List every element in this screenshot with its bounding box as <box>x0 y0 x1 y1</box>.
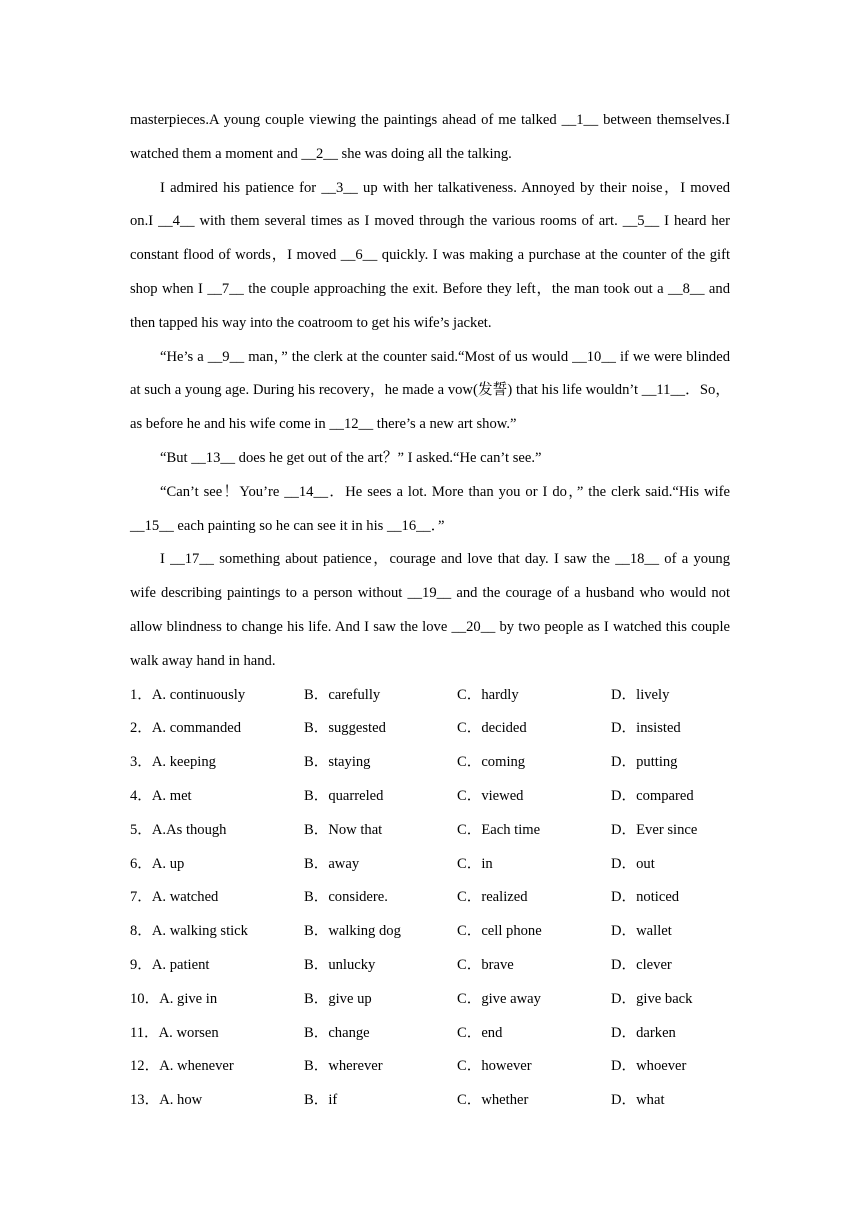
question-row <box>130 949 730 983</box>
answer-options <box>130 679 730 1118</box>
option-c: C．whether <box>457 1092 529 1109</box>
passage-paragraph: “But __13__ does he get out of the art？” I asked.“He can’t see.” <box>160 449 542 466</box>
question-row <box>130 1017 730 1051</box>
option-d: D．lively <box>611 686 670 703</box>
option-d: D．whoever <box>611 1058 687 1075</box>
option-d: D．give back <box>611 990 693 1007</box>
option-c: C．coming <box>457 754 526 771</box>
option-b: B．wherever <box>304 1058 383 1075</box>
option-a: 3．A. keeping <box>130 754 216 771</box>
option-d: D．compared <box>611 787 694 804</box>
option-a: 5．A.As though <box>130 821 227 838</box>
question-row <box>130 746 730 780</box>
option-c: C．viewed <box>457 787 524 804</box>
passage-paragraph: I __17__ something about patience，courage and love that day. I saw the __18__ of a young wife describing paintings to a person without __19__ and the courage of a husband who would not allow blindness to change his life. And I saw the love __20__ by two people as I watched this couple walk away hand in hand. <box>130 551 730 669</box>
option-a: 12．A. whenever <box>130 1058 234 1075</box>
option-a: 7．A. watched <box>130 889 219 906</box>
option-a: 8．A. walking stick <box>130 923 248 940</box>
question-row <box>130 1050 730 1084</box>
question-row <box>130 1084 730 1118</box>
option-b: B．considere. <box>304 889 388 906</box>
option-c: C．end <box>457 1024 503 1041</box>
option-b: B．carefully <box>304 686 381 703</box>
passage-paragraph: masterpieces.A young couple viewing the paintings ahead of me talked __1__ between themselves.I watched them a moment and __2__ she was doing all the talking. <box>130 112 730 162</box>
option-b: B．if <box>304 1092 338 1109</box>
question-row <box>130 983 730 1017</box>
passage-paragraph: “Can’t see！You’re __14__．He sees a lot. More than you or I do，” the clerk said.“His wife __15__ each painting so he can see it in his __16__．” <box>130 483 730 534</box>
option-d: D．putting <box>611 754 678 771</box>
option-c: C．however <box>457 1058 532 1075</box>
option-d: D．clever <box>611 956 672 973</box>
option-c: C．brave <box>457 956 514 973</box>
option-b: B．Now that <box>304 821 383 838</box>
document-page <box>130 104 730 1118</box>
option-a: 11．A. worsen <box>130 1024 219 1041</box>
question-row <box>130 814 730 848</box>
option-a: 13．A. how <box>130 1092 203 1109</box>
option-a: 6．A. up <box>130 855 185 872</box>
question-row <box>130 848 730 882</box>
option-b: B．unlucky <box>304 956 376 973</box>
passage-paragraph: “He’s a __9__ man，” the clerk at the counter said.“Most of us would __10__ if we were blinded at such a young age. During his recovery，he made a vow(发誓) that his life wouldn’t __11__．So，as before he and his wife come in __12__ there’s a new art show.” <box>130 348 730 433</box>
option-a: 1．A. continuously <box>130 686 246 703</box>
question-row <box>130 712 730 746</box>
option-c: C．Each time <box>457 821 541 838</box>
option-b: B．change <box>304 1024 370 1041</box>
option-a: 10．A. give in <box>130 990 218 1007</box>
option-b: B．staying <box>304 754 371 771</box>
option-a: 9．A. patient <box>130 956 210 973</box>
option-c: C．in <box>457 855 493 872</box>
option-c: C．hardly <box>457 686 519 703</box>
option-b: B．give up <box>304 990 372 1007</box>
option-b: B．walking dog <box>304 923 401 940</box>
option-d: D．wallet <box>611 923 672 940</box>
question-row <box>130 780 730 814</box>
option-d: D．darken <box>611 1024 676 1041</box>
option-b: B．quarreled <box>304 787 384 804</box>
option-a: 4．A. met <box>130 787 192 804</box>
option-c: C．decided <box>457 720 527 737</box>
option-b: B．suggested <box>304 720 386 737</box>
question-row <box>130 679 730 713</box>
question-row <box>130 881 730 915</box>
option-b: B．away <box>304 855 360 872</box>
question-row <box>130 915 730 949</box>
option-d: D．insisted <box>611 720 681 737</box>
option-c: C．realized <box>457 889 528 906</box>
passage-paragraph: I admired his patience for __3__ up with her talkativeness. Annoyed by their noise，I moved on.I __4__ with them several times as I moved through the various rooms of art. __5__ I heard her constant flood of words，I moved __6__ quickly. I was making a purchase at the counter of the gift shop when I __7__ the couple approaching the exit. Before they left，the man took out a __8__ and then tapped his way into the coatroom to get his wife’s jacket. <box>130 179 730 331</box>
option-d: D．what <box>611 1092 665 1109</box>
option-a: 2．A. commanded <box>130 720 242 737</box>
option-c: C．give away <box>457 990 541 1007</box>
option-d: D．Ever since <box>611 821 698 838</box>
option-d: D．out <box>611 855 655 872</box>
option-c: C．cell phone <box>457 923 542 940</box>
option-d: D．noticed <box>611 889 680 906</box>
